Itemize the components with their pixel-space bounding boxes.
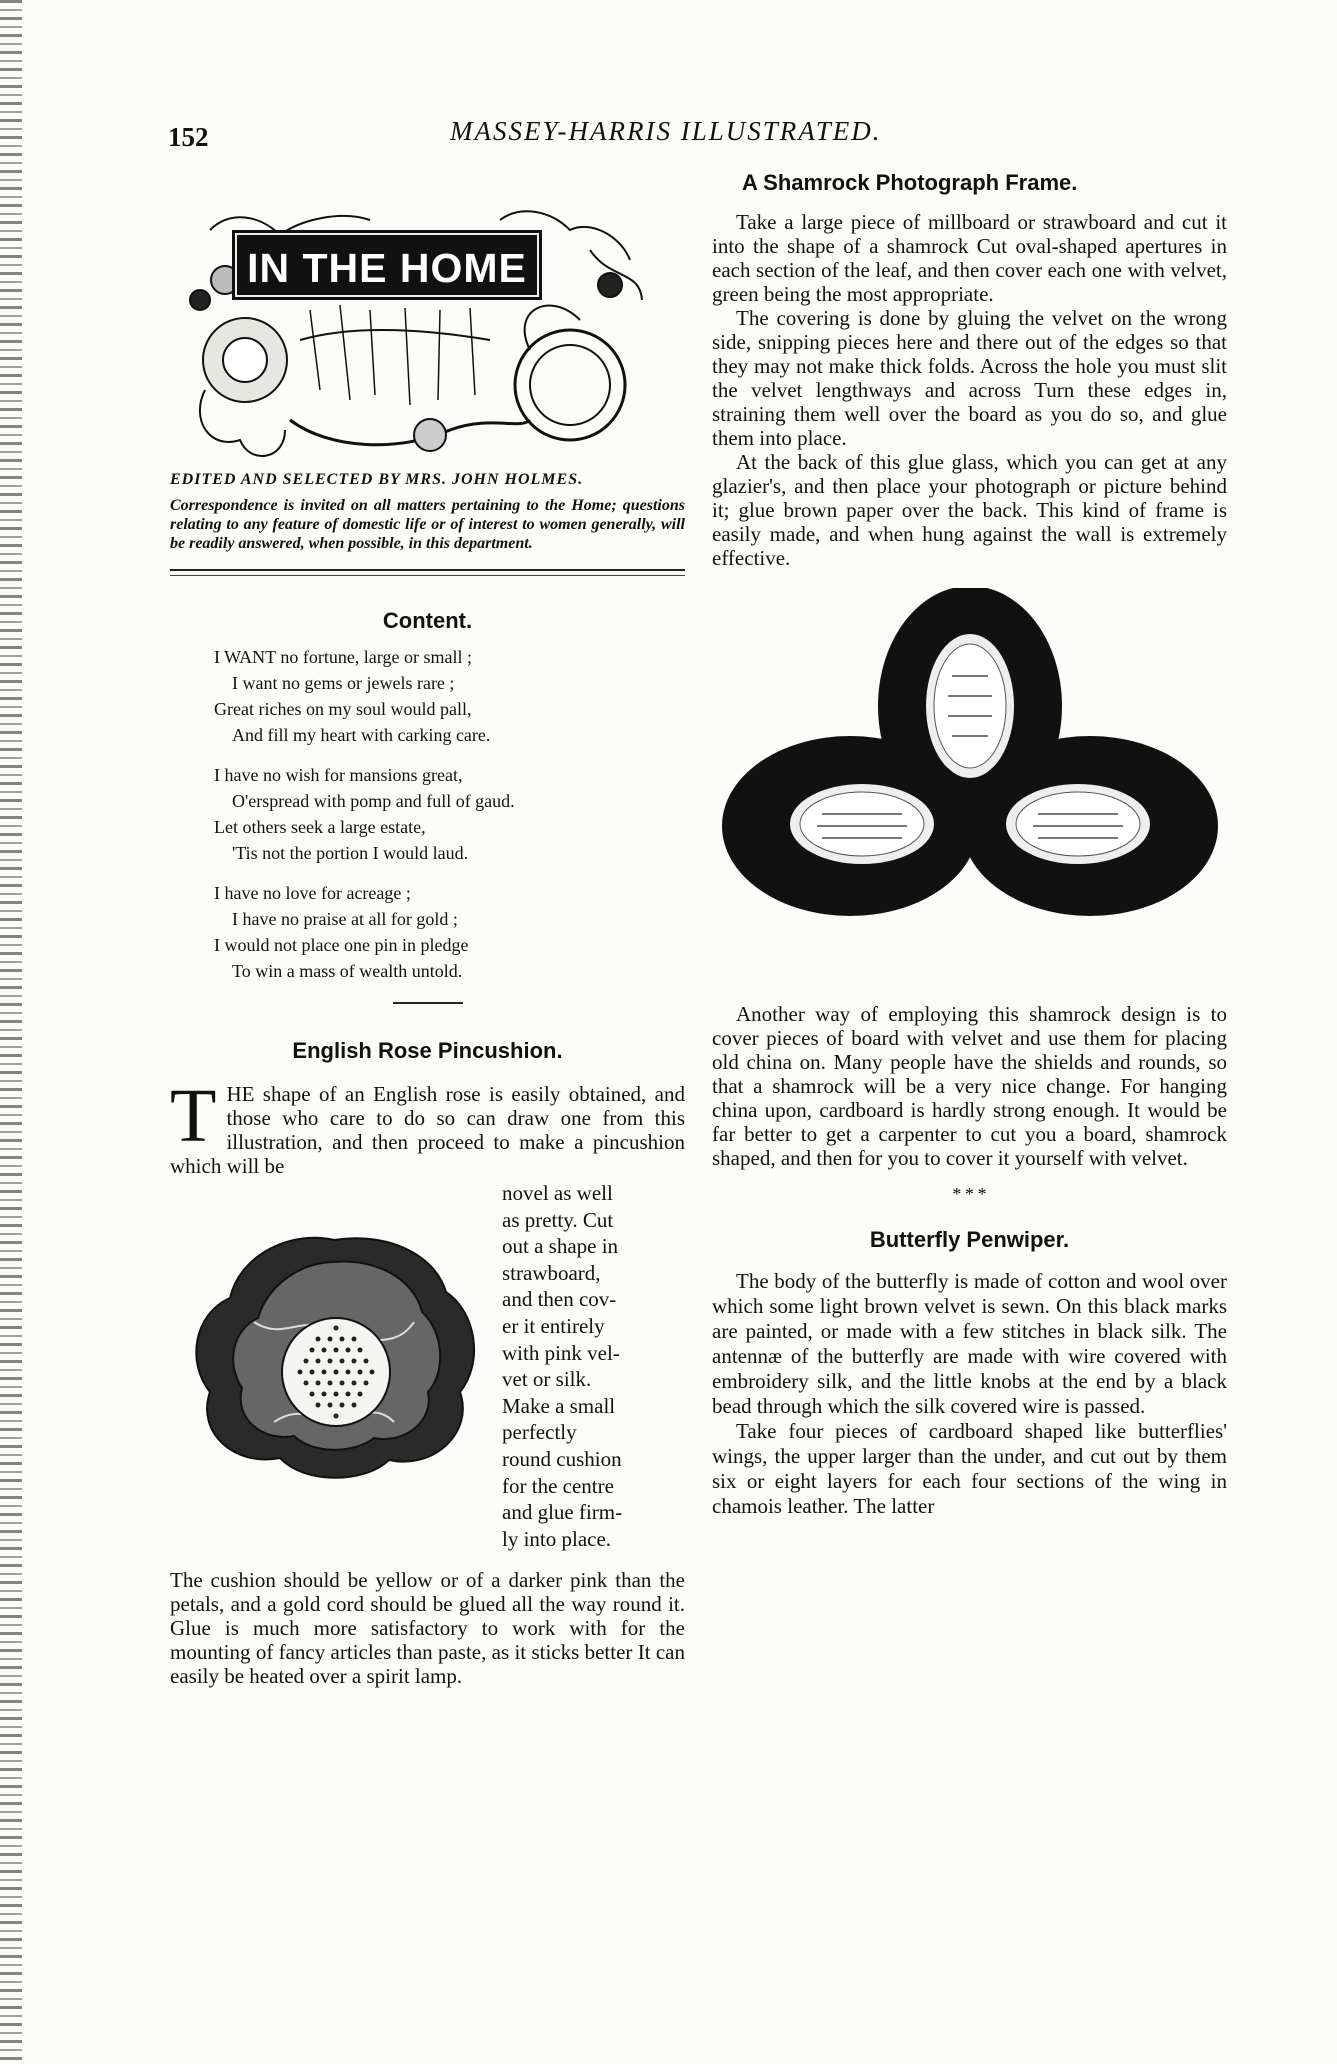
poem-line: O'erspread with pomp and full of gaud. bbox=[232, 791, 515, 811]
wrap-line: novel as well bbox=[502, 1181, 613, 1205]
rose-pincushion-illustration bbox=[184, 1222, 484, 1482]
rose-wrap-text bbox=[502, 1180, 675, 1552]
poem-line: To win a mass of wealth untold. bbox=[232, 961, 463, 981]
banner-title: IN THE HOME bbox=[247, 245, 527, 291]
poem-line: I have no wish for mansions great, bbox=[214, 765, 463, 785]
wrap-line: as pretty. Cut bbox=[502, 1207, 614, 1232]
wrap-line: for the centre bbox=[502, 1473, 614, 1498]
shamrock-leaf-left bbox=[722, 736, 978, 916]
wrap-line: er it entirely bbox=[502, 1313, 605, 1338]
wrap-line: with pink vel- bbox=[502, 1340, 620, 1365]
shamrock-frame-illustration bbox=[712, 588, 1227, 918]
pincushion-title: English Rose Pincushion. bbox=[292, 1038, 563, 1063]
short-rule bbox=[393, 1002, 463, 1004]
floral-banner-illustration bbox=[170, 190, 650, 460]
wrap-line: perfectly bbox=[502, 1420, 577, 1445]
butterfly-title: Butterfly Penwiper. bbox=[869, 1227, 1070, 1252]
drop-cap: T bbox=[170, 1074, 217, 1158]
rose-wrap-block bbox=[170, 1180, 685, 1568]
running-head: MASSEY-HARRIS ILLUSTRATED. bbox=[450, 116, 882, 146]
asterism-separator: * * * bbox=[952, 1184, 987, 1204]
wrap-line: and then cov- bbox=[502, 1287, 617, 1312]
pincushion-article bbox=[170, 1074, 685, 1688]
poem-stanza bbox=[214, 644, 685, 748]
shamrock-title: A Shamrock Photograph Frame. bbox=[742, 170, 1078, 195]
shamrock-leaf-right bbox=[962, 736, 1218, 916]
wrap-line: out a shape in bbox=[502, 1234, 619, 1259]
wrap-line: Make a small bbox=[502, 1393, 616, 1418]
shamrock-continuation: Another way of employing this shamrock design is to cover pieces of board with velvet and use them for placing old china on. Many people have the shields and rounds, so that a shamrock will be a very nice change. For hanging china upon, cardboard is hardly strong enough. It would be far better to get a carpenter to cut you a board, shamrock shaped, and then for you to cover it yourself with velvet. bbox=[712, 1002, 1227, 1170]
poem-stanza bbox=[214, 762, 685, 866]
butterfly-paragraph: The body of the butterfly is made of cotton and wool over which some light brown velvet is sewn. On this black marks are painted, or made with a few stitches in black silk. The antennæ of the butterfly are made with wire covered with embroidery silk, and the little knobs at the end by a black bead through which the silk covered wire is passed. bbox=[712, 1269, 1227, 1418]
right-column bbox=[712, 170, 1227, 1519]
editor-credit: EDITED AND SELECTED BY MRS. JOHN HOLMES. bbox=[170, 471, 584, 488]
wrap-line: round cushion bbox=[502, 1446, 622, 1471]
shamrock-paragraph: Take a large piece of millboard or strawboard and cut it into the shape of a shamrock Cut oval-shaped apertures in each section of the leaf, and then cover each one with velvet, green being the most appropriate. bbox=[712, 210, 1227, 306]
wrap-line: and glue firm- bbox=[502, 1500, 623, 1525]
poem-title: Content. bbox=[382, 608, 473, 633]
poem-line: I have no love for acreage ; bbox=[214, 883, 411, 903]
poem-line: I want no gems or jewels rare ; bbox=[232, 673, 455, 693]
poem-body bbox=[214, 644, 685, 984]
left-column bbox=[170, 190, 685, 1688]
butterfly-paragraph: Take four pieces of cardboard shaped like butterflies' wings, the upper larger than the under, and cut out by them six or eight layers for each four sections of the wing in chamois leather. The latter bbox=[712, 1419, 1227, 1518]
page-number: 152 bbox=[168, 122, 209, 152]
shamrock-paragraph: At the back of this glue glass, which you can get at any glazier's, and then place your photograph or picture behind it; glue brown paper over the back. This kind of frame is easily made, and when hung against the wall is extremely effective. bbox=[712, 450, 1227, 570]
wrap-line: vet or silk. bbox=[502, 1367, 592, 1392]
poem-stanza bbox=[214, 880, 685, 984]
poem-line: I have no praise at all for gold ; bbox=[232, 909, 458, 929]
correspondence-note: Correspondence is invited on all matters pertaining to the Home; questions relating to any feature of domestic life or of interest to women generally, will be readily answered, when possible, in this department. bbox=[170, 497, 685, 552]
section-divider bbox=[170, 569, 685, 576]
wrap-line: ly into place. bbox=[502, 1526, 612, 1551]
poem-line: And fill my heart with carking care. bbox=[232, 725, 491, 745]
pincushion-intro: HE shape of an English rose is easily obtained, and those who care to do so can draw one from this illustration, and then proceed to make a pincushion which will be bbox=[170, 1082, 685, 1178]
poem-line: 'Tis not the portion I would laud. bbox=[232, 843, 469, 863]
poem-line: I would not place one pin in pledge bbox=[214, 935, 469, 955]
wrap-line: strawboard, bbox=[502, 1260, 601, 1285]
poem-line: I WANT no fortune, large or small ; bbox=[214, 647, 472, 667]
page-binding-edge bbox=[0, 0, 22, 2064]
shamrock-paragraph: The covering is done by gluing the velvet on the wrong side, snipping pieces here and there out of the edges so that they may not make thick folds. Across the hole you must slit the velvet lengthways and across Turn these edges in, straining them well over the board as you do so, and glue them into place. bbox=[712, 306, 1227, 450]
poem-line: Let others seek a large estate, bbox=[214, 817, 426, 837]
in-the-home-banner bbox=[170, 190, 650, 460]
pincushion-closing: The cushion should be yellow or of a darker pink than the petals, and a gold cord should be glued all the way round it. Glue is much more satisfactory to work with for the mounting of fancy articles than paste, as it sticks better It can easily be heated over a spirit lamp. bbox=[170, 1568, 685, 1688]
poem-line: Great riches on my soul would pall, bbox=[214, 699, 472, 719]
